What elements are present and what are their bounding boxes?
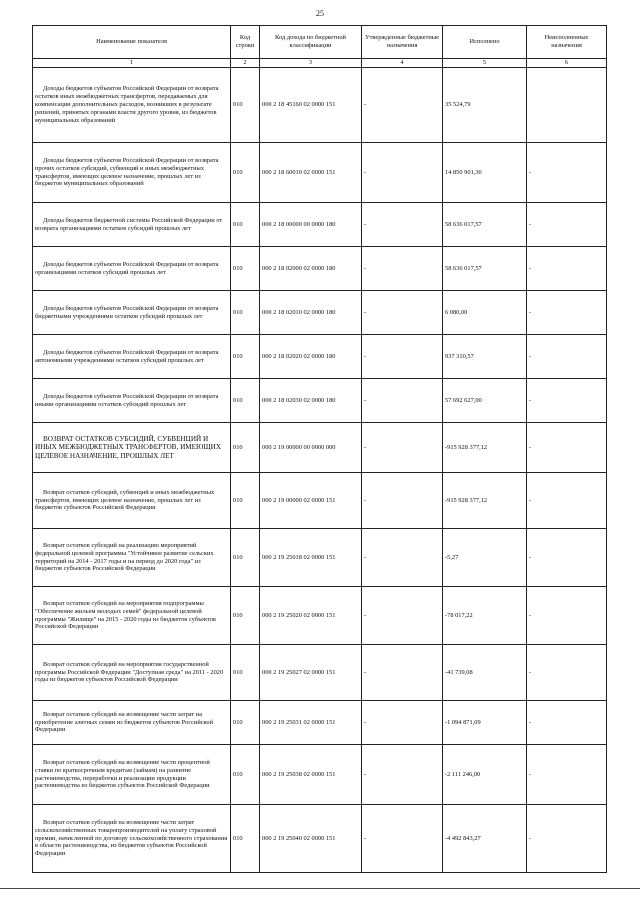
executed-value: -78 017,22 — [443, 587, 527, 645]
col-header-unexecuted: Неисполненные назначения — [527, 26, 607, 59]
line-code: 010 — [231, 379, 260, 423]
col-number: 6 — [527, 59, 607, 68]
page-bottom-rule — [0, 888, 640, 889]
approved-value: - — [362, 143, 443, 203]
budget-report-table — [32, 25, 607, 873]
table-row — [33, 335, 607, 379]
line-code: 010 — [231, 143, 260, 203]
indicator-name: Возврат остатков субсидий, субвенций и иных межбюджетных трансфертов, имеющих целевое назначение, прошлых лет из бюджетов субъектов Российской Федерации — [33, 473, 231, 529]
budget-classification-code: 000 2 19 25020 02 0000 151 — [260, 587, 362, 645]
approved-value: - — [362, 335, 443, 379]
executed-value: -2 111 246,00 — [443, 745, 527, 805]
executed-value: -41 739,08 — [443, 645, 527, 701]
col-number: 3 — [260, 59, 362, 68]
table-row — [33, 587, 607, 645]
table-row — [33, 68, 607, 143]
table-row — [33, 291, 607, 335]
unexecuted-value: - — [527, 745, 607, 805]
col-header-executed: Исполнено — [443, 26, 527, 59]
line-code: 010 — [231, 805, 260, 873]
budget-classification-code: 000 2 19 25040 02 0000 151 — [260, 805, 362, 873]
approved-value: - — [362, 473, 443, 529]
budget-classification-code: 000 2 18 02010 02 0000 180 — [260, 291, 362, 335]
line-code: 010 — [231, 423, 260, 473]
indicator-name: Доходы бюджетов субъектов Российской Федерации от возврата организациями остатков субсидий прошлых лет — [33, 247, 231, 291]
indicator-name: Доходы бюджетов субъектов Российской Федерации от возврата иными организациями остатков субсидий прошлых лет — [33, 379, 231, 423]
approved-value: - — [362, 745, 443, 805]
executed-value: 35 524,79 — [443, 68, 527, 143]
unexecuted-value: - — [527, 291, 607, 335]
table-row — [33, 745, 607, 805]
column-number-row — [33, 59, 607, 68]
unexecuted-value: - — [527, 529, 607, 587]
indicator-name: Возврат остатков субсидий на мероприятия государственной программы Российской Федерации "Доступная среда" на 2011 - 2020 годы из бюджетов субъектов Российской Федерации — [33, 645, 231, 701]
approved-value: - — [362, 291, 443, 335]
table-row — [33, 379, 607, 423]
col-number: 4 — [362, 59, 443, 68]
table-row — [33, 203, 607, 247]
unexecuted-value: - — [527, 379, 607, 423]
line-code: 010 — [231, 473, 260, 529]
unexecuted-value: - — [527, 701, 607, 745]
executed-value: 58 636 017,57 — [443, 203, 527, 247]
approved-value: - — [362, 645, 443, 701]
approved-value: - — [362, 701, 443, 745]
indicator-name: Доходы бюджетов субъектов Российской Федерации от возврата автономными учреждениями остатков субсидий прошлых лет — [33, 335, 231, 379]
budget-classification-code: 000 2 19 00000 02 0000 151 — [260, 473, 362, 529]
approved-value: - — [362, 247, 443, 291]
approved-value: - — [362, 379, 443, 423]
unexecuted-value: - — [527, 423, 607, 473]
unexecuted-value: - — [527, 203, 607, 247]
table-row — [33, 473, 607, 529]
indicator-name: Возврат остатков субсидий на возмещение части затрат на приобретение элитных семян из бюджетов субъектов Российской Федерации — [33, 701, 231, 745]
budget-classification-code: 000 2 19 25027 02 0000 151 — [260, 645, 362, 701]
indicator-name: Доходы бюджетов субъектов Российской Федерации от возврата остатков иных межбюджетных трансфертов, передаваемых для компенсации дополнительных расходов, возникших в результате решений, принятых органами власти другого уровня, из бюджетов муниципальных образований — [33, 68, 231, 143]
line-code: 010 — [231, 291, 260, 335]
col-number: 1 — [33, 59, 231, 68]
indicator-name: Доходы бюджетов субъектов Российской Федерации от возврата бюджетными учреждениями остатков субсидий прошлых лет — [33, 291, 231, 335]
budget-classification-code: 000 2 18 60010 02 0000 151 — [260, 143, 362, 203]
approved-value: - — [362, 805, 443, 873]
unexecuted-value: - — [527, 805, 607, 873]
line-code: 010 — [231, 203, 260, 247]
budget-classification-code: 000 2 19 25018 02 0000 151 — [260, 529, 362, 587]
indicator-name: Возврат остатков субсидий на реализацию мероприятий федеральной целевой программы "Устойчивое развитие сельских территорий на 2014 - 2017 годы и на период до 2020 года" из бюджетов субъектов Российской Федерации — [33, 529, 231, 587]
budget-classification-code: 000 2 18 02030 02 0000 180 — [260, 379, 362, 423]
executed-value: -5,27 — [443, 529, 527, 587]
indicator-name: Доходы бюджетов субъектов Российской Федерации от возврата прочих остатков субсидий, субвенций и иных межбюджетных трансфертов, имеющих целевое назначение, прошлых лет из бюджетов муниципальных образований — [33, 143, 231, 203]
unexecuted-value: - — [527, 143, 607, 203]
line-code: 010 — [231, 645, 260, 701]
budget-classification-code: 000 2 18 45160 02 0000 151 — [260, 68, 362, 143]
col-number: 2 — [231, 59, 260, 68]
approved-value: - — [362, 529, 443, 587]
executed-value: -4 492 843,27 — [443, 805, 527, 873]
table-row — [33, 247, 607, 291]
executed-value: -915 928 377,12 — [443, 473, 527, 529]
budget-classification-code: 000 2 18 02000 02 0000 180 — [260, 247, 362, 291]
budget-classification-code: 000 2 19 00000 00 0000 000 — [260, 423, 362, 473]
budget-classification-code: 000 2 18 02020 02 0000 180 — [260, 335, 362, 379]
line-code: 010 — [231, 701, 260, 745]
executed-value: 937 310,57 — [443, 335, 527, 379]
table-row — [33, 701, 607, 745]
table-row — [33, 423, 607, 473]
unexecuted-value: - — [527, 335, 607, 379]
budget-classification-code: 000 2 19 25038 02 0000 151 — [260, 745, 362, 805]
line-code: 010 — [231, 68, 260, 143]
table-row — [33, 529, 607, 587]
approved-value: - — [362, 68, 443, 143]
executed-value: 58 636 017,57 — [443, 247, 527, 291]
unexecuted-value: - — [527, 645, 607, 701]
executed-value: -1 094 871,09 — [443, 701, 527, 745]
approved-value: - — [362, 203, 443, 247]
executed-value: 14 850 901,30 — [443, 143, 527, 203]
unexecuted-value: - — [527, 473, 607, 529]
table-row — [33, 645, 607, 701]
indicator-name: Возврат остатков субсидий на возмещение части затрат сельскохозяйственных товаропроизводителей на уплату страховой премии, начисленной по договору сельскохозяйственного страхования в области растениеводства, из бюджетов субъектов Российской Федерации — [33, 805, 231, 873]
approved-value: - — [362, 423, 443, 473]
line-code: 010 — [231, 745, 260, 805]
line-code: 010 — [231, 335, 260, 379]
executed-value: 6 080,00 — [443, 291, 527, 335]
line-code: 010 — [231, 529, 260, 587]
executed-value: -915 928 377,12 — [443, 423, 527, 473]
table-row — [33, 805, 607, 873]
unexecuted-value — [527, 68, 607, 143]
line-code: 010 — [231, 587, 260, 645]
table-row — [33, 143, 607, 203]
line-code: 010 — [231, 247, 260, 291]
budget-classification-code: 000 2 19 25031 02 0000 151 — [260, 701, 362, 745]
col-header-approved: Утвержденные бюджетные назначения — [362, 26, 443, 59]
executed-value: 57 692 627,00 — [443, 379, 527, 423]
indicator-name: Доходы бюджетов бюджетной системы Российской Федерации от возврата организациями остатков субсидий прошлых лет — [33, 203, 231, 247]
page-number: 25 — [316, 9, 324, 18]
unexecuted-value: - — [527, 587, 607, 645]
col-header-code: Код строки — [231, 26, 260, 59]
header-row — [33, 26, 607, 59]
approved-value: - — [362, 587, 443, 645]
unexecuted-value: - — [527, 247, 607, 291]
col-number: 5 — [443, 59, 527, 68]
indicator-name: Возврат остатков субсидий на возмещение части процентной ставки по краткосрочным кредитам (займам) на развитие растениеводства, переработки и реализации продукции растениеводства из бюджетов субъектов Российской Федерации — [33, 745, 231, 805]
col-header-kbk: Код дохода по бюджетной классификации — [260, 26, 362, 59]
indicator-name: Возврат остатков субсидий на мероприятия подпрограммы "Обеспечение жильем молодых семей" федеральной целевой программы "Жилище" на 2015 - 2020 годы из бюджетов субъектов Российской Федерации — [33, 587, 231, 645]
budget-classification-code: 000 2 18 00000 00 0000 180 — [260, 203, 362, 247]
col-header-name: Наименование показателя — [33, 26, 231, 59]
indicator-name: ВОЗВРАТ ОСТАТКОВ СУБСИДИЙ, СУБВЕНЦИЙ И ИНЫХ МЕЖБЮДЖЕТНЫХ ТРАНСФЕРТОВ, ИМЕЮЩИХ ЦЕЛЕВОЕ НАЗНАЧЕНИЕ, ПРОШЛЫХ ЛЕТ — [33, 423, 231, 473]
